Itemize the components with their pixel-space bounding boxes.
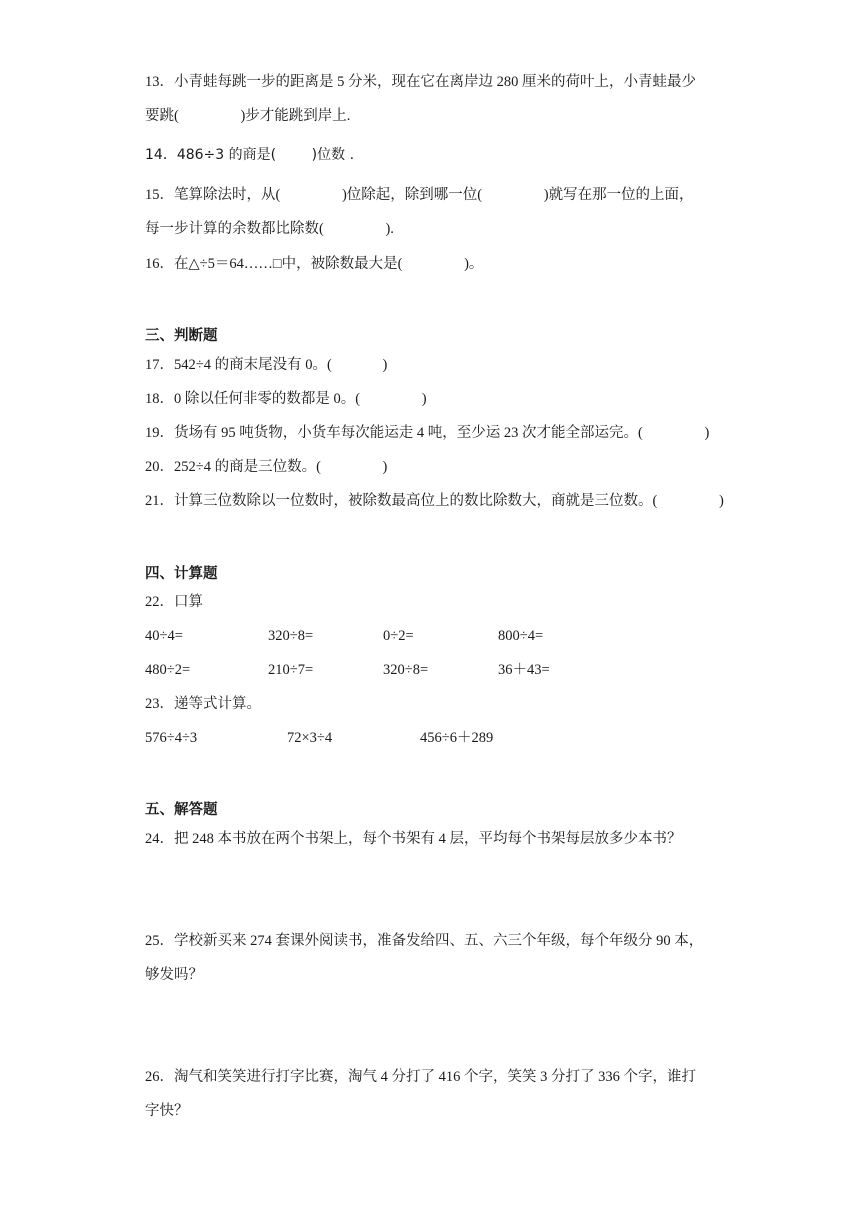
question-16-line-1: 16．在△÷5＝64……□中，被除数最大是( )。 <box>145 256 484 272</box>
step-calc-item: 72×3÷4 <box>287 730 333 746</box>
question-22-label: 22．口算 <box>145 594 203 610</box>
oral-calc-item: 480÷2= <box>145 662 191 678</box>
question-15-line-2: 每一步计算的余数都比除数( ). <box>145 221 394 237</box>
oral-calc-item: 210÷7= <box>268 662 314 678</box>
question-25-line-1: 25．学校新买来 274 套课外阅读书，准备发给四、五、六三个年级，每个年级分 90 本， <box>145 933 704 949</box>
section-5-title: 五、解答题 <box>145 802 218 818</box>
oral-calc-item: 320÷8= <box>268 628 314 644</box>
step-calc-item: 456÷6＋289 <box>420 730 494 746</box>
question-21: 21．计算三位数除以一位数时，被除数最高位上的数比除数大，商就是三位数。( ) <box>145 493 724 509</box>
question-19: 19．货场有 95 吨货物，小货车每次能运走 4 吨，至少运 23 次才能全部运完。( ) <box>145 425 710 441</box>
question-18: 18．0 除以任何非零的数都是 0。( ) <box>145 391 427 407</box>
oral-calc-item: 40÷4= <box>145 628 183 644</box>
step-calc-item: 576÷4÷3 <box>145 730 198 746</box>
oral-calc-item: 36＋43= <box>498 662 550 678</box>
question-13-line-2: 要跳( )步才能跳到岸上. <box>145 108 351 124</box>
oral-calc-item: 320÷8= <box>383 662 429 678</box>
question-23-label: 23．递等式计算。 <box>145 696 261 712</box>
question-25-line-2: 够发吗？ <box>145 967 203 983</box>
question-15-line-1: 15．笔算除法时，从( )位除起，除到哪一位( )就写在那一位的上面， <box>145 187 694 203</box>
question-26-line-2: 字快？ <box>145 1103 189 1119</box>
question-20: 20．252÷4 的商是三位数。( ) <box>145 459 388 475</box>
question-13-line-1: 13．小青蛙每跳一步的距离是 5 分米，现在它在离岸边 280 厘米的荷叶上，小青蛙最少 <box>145 74 696 90</box>
oral-calc-item: 0÷2= <box>383 628 414 644</box>
oral-calc-item: 800÷4= <box>498 628 544 644</box>
question-14-line-1: 14．486÷3 的商是( )位数 . <box>145 147 355 163</box>
question-24: 24．把 248 本书放在两个书架上，每个书架有 4 层，平均每个书架每层放多少本书？ <box>145 831 682 847</box>
section-3-title: 三、判断题 <box>145 328 218 344</box>
section-4-title: 四、计算题 <box>145 566 218 582</box>
question-17: 17．542÷4 的商末尾没有 0。( ) <box>145 357 388 373</box>
question-26-line-1: 26．淘气和笑笑进行打字比赛，淘气 4 分打了 416 个字，笑笑 3 分打了 336 个字，谁打 <box>145 1069 696 1085</box>
